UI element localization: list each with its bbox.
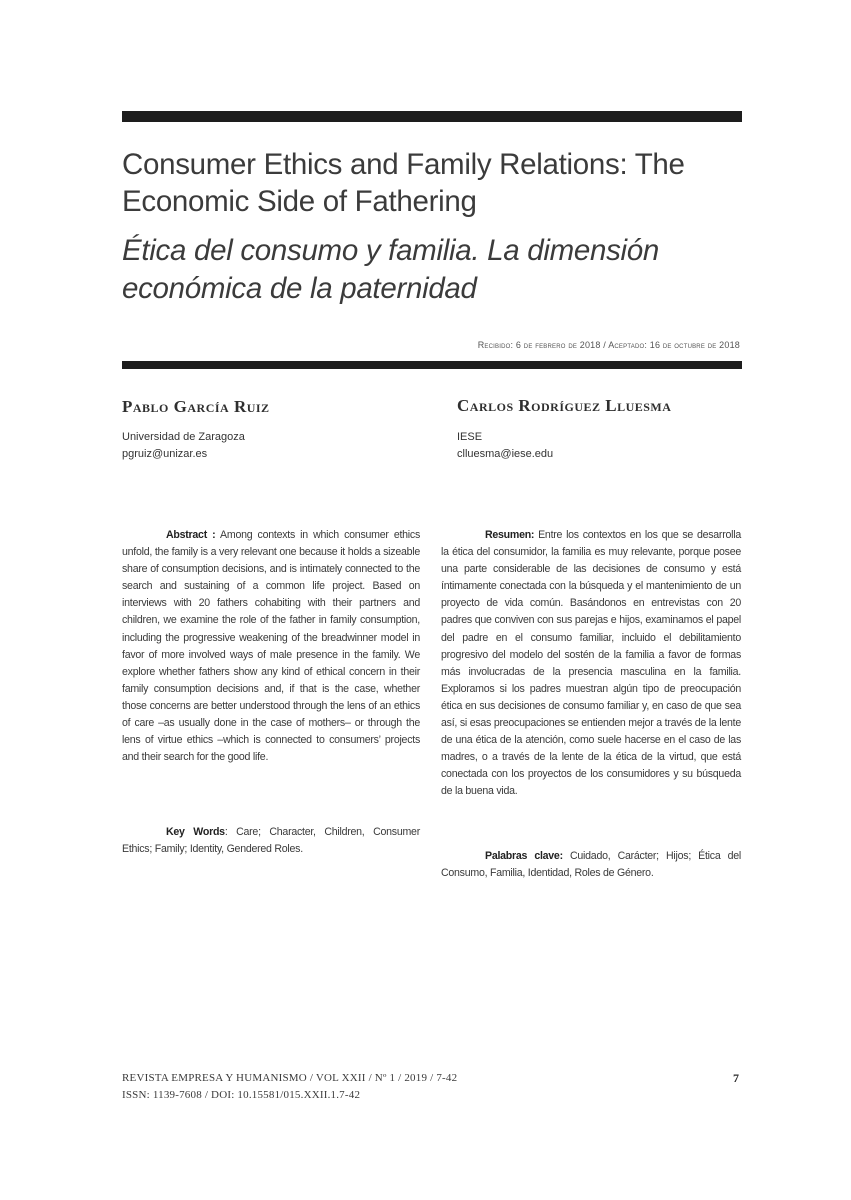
keywords-spanish — [441, 848, 741, 882]
article-title-spanish: Ética del consumo y familia. La dimensión económica de la paternidad — [122, 234, 659, 305]
abstract-english — [122, 527, 420, 766]
abstract-label: Abstract : — [166, 529, 216, 541]
author-1-info — [122, 429, 245, 463]
author-1-email[interactable]: pgruiz@unizar.es — [122, 448, 208, 460]
footer-issn-doi: ISSN: 1139-7608 / DOI: 10.15581/015.XXII.1.7-42 — [122, 1089, 361, 1101]
footer-journal-info: REVISTA EMPRESA Y HUMANISMO / VOL XXII / Nº 1 / 2019 / 7-42 — [122, 1072, 458, 1084]
resumen-label: Resumen: — [485, 529, 535, 541]
author-name-1: Pablo García Ruiz — [122, 397, 270, 416]
abstract-spanish — [441, 527, 741, 801]
received-accepted-dates: Recibido: 6 de febrero de 2018 / Aceptado: 16 de octubre de 2018 — [477, 340, 740, 350]
page-number: 7 — [733, 1071, 739, 1085]
author-1-affiliation: Universidad de Zaragoza — [122, 431, 245, 443]
author-2-info — [457, 429, 553, 463]
palabras-clave-text: Cuidado, Carácter; Hijos; Ética del Consumo, Familia, Identidad, Roles de Género. — [441, 850, 741, 880]
author-name-2: Carlos Rodríguez Lluesma — [457, 396, 672, 415]
resumen-text: Entre los contextos en los que se desarrolla la ética del consumidor, la familia es muy relevante, porque posee una parte considerable de las decisiones de consumo y está íntimamente conectada con la búsqueda y el mantenimiento de un proyecto de vida común. Basándonos en entrevistas con 20 padres que conviven con sus parejas e hijos, examinamos el papel del padre en el consumo familiar, incluido el debilitamiento progresivo del modelo del sostén de la familia a favor de formas más involucradas de la presencia masculina en la familia. Exploramos si los padres muestran algún tipo de preocupación ética en sus decisiones de consumo familiar y, en caso de que sea así, si esas preocupaciones se entienden mejor a través de la lente de una ética de la atención, como suele hacerse en el caso de las madres, o a través de la lente de la ética de la virtud, que está conectada con los proyectos de los consumidores y su búsqueda de la buena vida. — [441, 529, 741, 798]
keywords-english — [122, 824, 420, 858]
section-rule — [122, 361, 742, 369]
keywords-label: Key Words — [166, 826, 225, 838]
top-rule — [122, 111, 742, 122]
author-2-affiliation: IESE — [457, 431, 483, 443]
article-title-english: Consumer Ethics and Family Relations: The Economic Side of Fathering — [122, 148, 685, 218]
palabras-clave-label: Palabras clave: — [485, 850, 563, 862]
abstract-text: Among contexts in which consumer ethics unfold, the family is a very relevant one because it holds a sizeable share of consumption decisions, and is intimately connected to the search and sustaining of a common life project. Based on interviews with 20 fathers cohabiting with their partners and children, we examine the role of the father in family consumption, including the progressive weakening of the breadwinner model in favor of more involved ways of male presence in the family. We explore whether fathers show any kind of ethical concern in their family consumption decisions and, if that is the case, whether those concerns are better understood through the lens of an ethics of care –as usually done in the case of mothers– or through the lens of virtue ethics –which is connected to consumers’ projects and their search for the good life. — [122, 529, 420, 764]
keywords-text: : Care; Character, Children, Consumer Ethics; Family; Identity, Gendered Roles. — [122, 826, 420, 856]
author-2-email[interactable]: clluesma@iese.edu — [457, 448, 554, 460]
